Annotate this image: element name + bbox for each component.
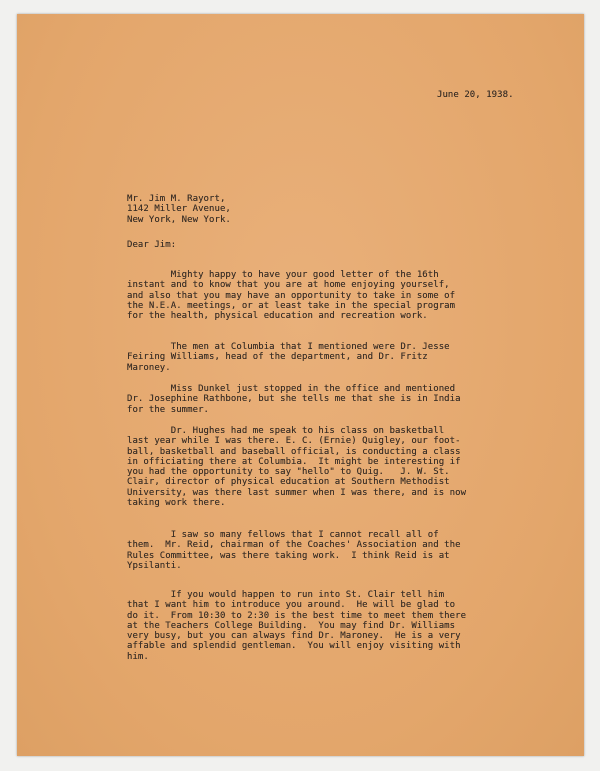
body-paragraph: Miss Dunkel just stopped in the office and mentioned Dr. Josephine Rathbone, but she tells me that she is in India for the summer. [127, 384, 461, 415]
recipient-address: Mr. Jim M. Rayort, 1142 Miller Avenue, New York, New York. [127, 194, 231, 225]
letter-page [17, 14, 584, 756]
salutation: Dear Jim: [127, 240, 177, 250]
body-paragraph: If you would happen to run into St. Clair tell him that I want him to introduce you around. He will be glad to do it. From 10:30 to 2:30 is the best time to meet them there at the Teachers College Building. You may find Dr. Williams very busy, but you can always find Dr. Maroney. He is a very affable and splendid gentleman. You will enjoy visiting with him. [127, 590, 467, 662]
body-paragraph: Dr. Hughes had me speak to his class on basketball last year while I was there. E. C. (Ernie) Quigley, our foot- ball, basketball and baseball official, is conducting a class in officiating there at Columbia. It might be interesting if you had the opportunity to say "hello" to Quig. J. W. St. Clair, director of physical education at Southern Methodist University, was there last summer when I was there, and is now taking work there. [127, 426, 467, 509]
body-paragraph: I saw so many fellows that I cannot recall all of them. Mr. Reid, chairman of the Coaches' Association and the Rules Committee, was there taking work. I think Reid is at Ypsilanti. [127, 530, 461, 571]
letter-date: June 20, 1938. [437, 90, 514, 100]
body-paragraph: Mighty happy to have your good letter of the 16th instant and to know that you are at home enjoying yourself, and also that you may have an opportunity to take in some of the N.E.A. meetings, or at least take in the special program for the health, physical education and recreation work. [127, 270, 456, 322]
body-paragraph: The men at Columbia that I mentioned were Dr. Jesse Feiring Williams, head of the department, and Dr. Fritz Maroney. [127, 342, 450, 373]
